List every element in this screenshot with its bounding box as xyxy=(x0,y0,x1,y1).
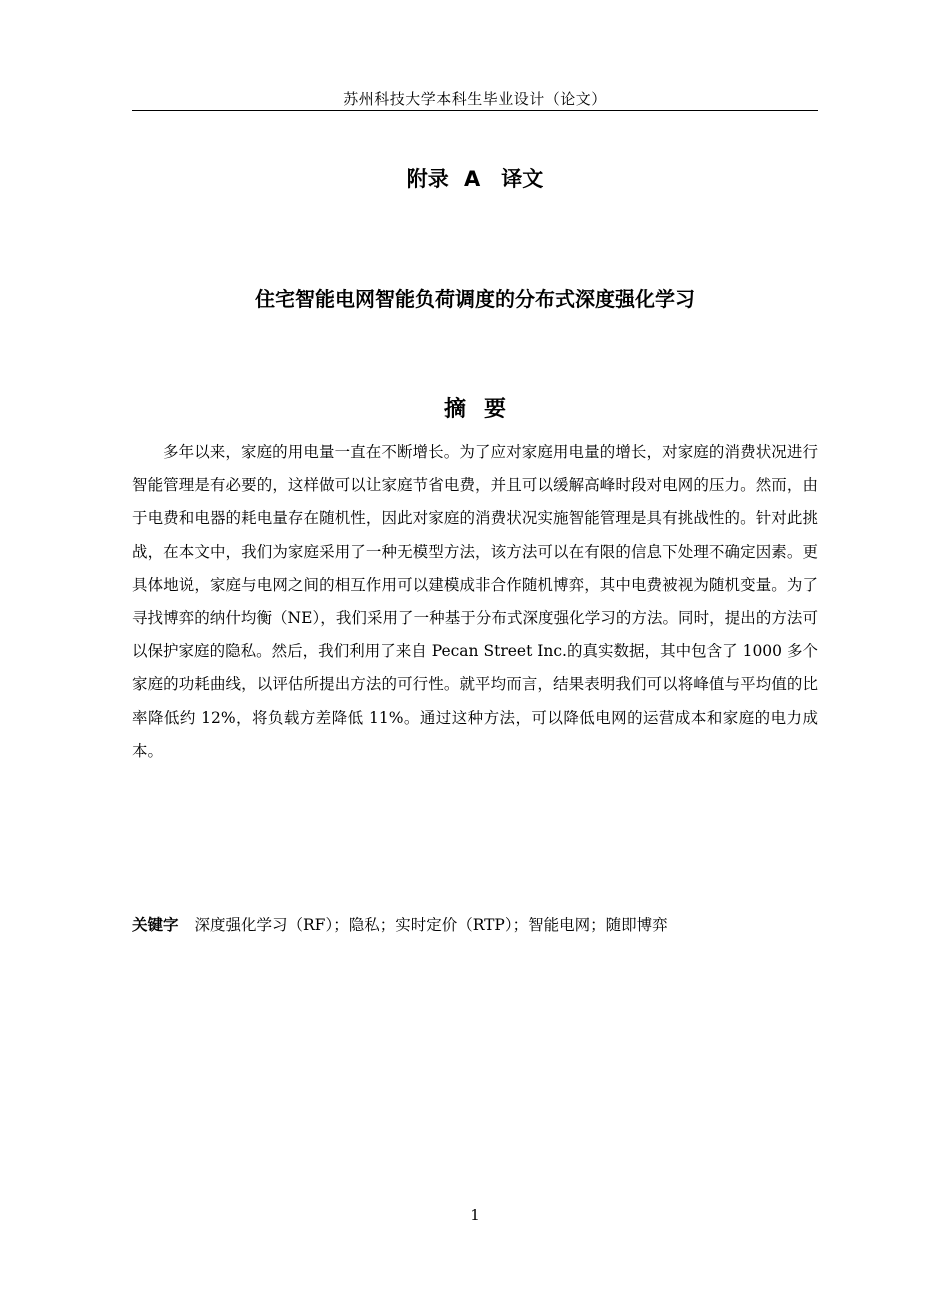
abstract-body: 多年以来，家庭的用电量一直在不断增长。为了应对家庭用电量的增长，对家庭的消费状况进行智能管理是有必要的，这样做可以让家庭节省电费，并且可以缓解高峰时段对电网的压力。然而，由于电费和电器的耗电量存在随机性，因此对家庭的消费状况实施智能管理是具有挑战性的。针对此挑战，在本文中，我们为家庭采用了一种无模型方法，该方法可以在有限的信息下处理不确定因素。更具体地说，家庭与电网之间的相互作用可以建模成非合作随机博弈，其中电费被视为随机变量。为了寻找博弈的纳什均衡（NE），我们采用了一种基于分布式深度强化学习的方法。同时，提出的方法可以保护家庭的隐私。然后，我们利用了来自 Pecan Street Inc.的真实数据，其中包含了 1000 多个家庭的功耗曲线，以评估所提出方法的可行性。就平均而言，结果表明我们可以将峰值与平均值的比率降低约 12%，将负载方差降低 11%。通过这种方法，可以降低电网的运营成本和家庭的电力成本。 xyxy=(132,443,818,760)
running-header: 苏州科技大学本科生毕业设计（论文） xyxy=(343,90,607,108)
keywords-label: 关键字 xyxy=(132,916,179,934)
abstract-heading: 摘要 xyxy=(443,397,524,422)
keywords-text: 深度强化学习（RF）；隐私；实时定价（RTP）；智能电网；随即博弈 xyxy=(194,916,668,934)
appendix-title: 附录 A 译文 xyxy=(406,167,544,191)
paper-title: 住宅智能电网智能负荷调度的分布式深度强化学习 xyxy=(255,287,695,311)
keywords-line xyxy=(132,910,818,940)
header-rule xyxy=(132,110,818,111)
page-number: 1 xyxy=(470,1206,480,1224)
